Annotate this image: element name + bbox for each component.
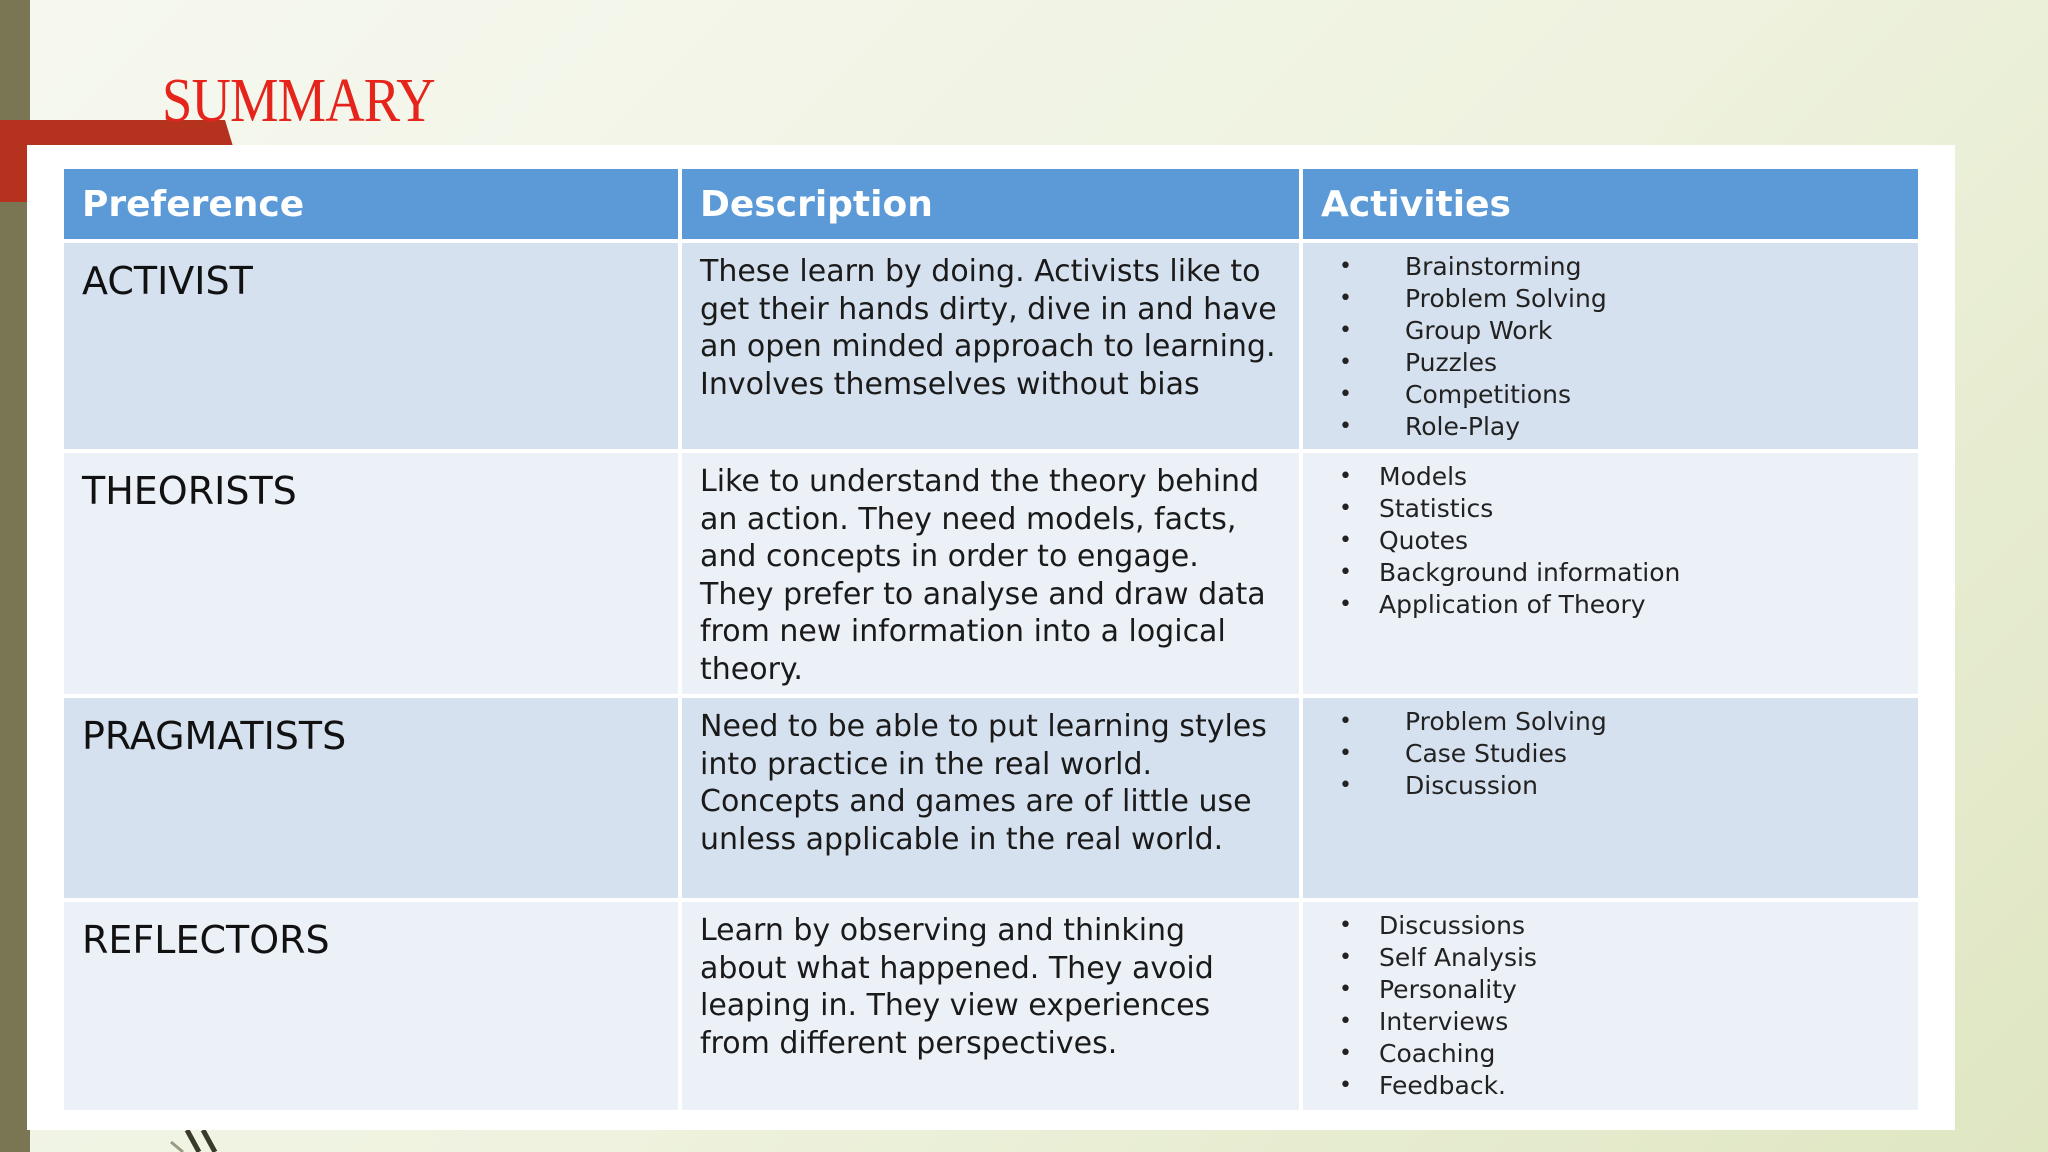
bullet-icon: • bbox=[1339, 773, 1352, 798]
bullet-icon: • bbox=[1339, 592, 1352, 617]
bullet-icon: • bbox=[1339, 1073, 1352, 1098]
activity-label: Models bbox=[1379, 462, 1468, 491]
activities-list bbox=[1321, 902, 1900, 1102]
preference-cell: ACTIVIST bbox=[64, 243, 678, 449]
bullet-icon: • bbox=[1339, 318, 1352, 343]
list-item bbox=[1339, 589, 1900, 621]
description-cell: These learn by doing. Activists like to get their hands dirty, dive in and have an open minded approach to learning. Involves themselves without bias bbox=[682, 243, 1299, 449]
preference-cell: PRAGMATISTS bbox=[64, 698, 678, 898]
preference-cell: THEORISTS bbox=[64, 453, 678, 694]
list-item bbox=[1339, 251, 1900, 283]
header-activities: Activities bbox=[1303, 169, 1918, 239]
summary-table-panel bbox=[27, 145, 1955, 1130]
list-item bbox=[1339, 942, 1900, 974]
header-description: Description bbox=[682, 169, 1299, 239]
list-item bbox=[1339, 525, 1900, 557]
activity-label: Background information bbox=[1379, 558, 1681, 587]
list-item bbox=[1339, 910, 1900, 942]
list-item bbox=[1339, 706, 1900, 738]
bullet-icon: • bbox=[1339, 464, 1352, 489]
list-item bbox=[1339, 379, 1900, 411]
list-item bbox=[1339, 770, 1900, 802]
slide-title: SUMMARY bbox=[162, 67, 435, 135]
activity-label: Case Studies bbox=[1405, 739, 1567, 768]
bullet-icon: • bbox=[1339, 382, 1352, 407]
bullet-icon: • bbox=[1339, 414, 1352, 439]
list-item bbox=[1339, 347, 1900, 379]
activities-cell bbox=[1303, 902, 1918, 1110]
list-item bbox=[1339, 493, 1900, 525]
description-cell: Need to be able to put learning styles into practice in the real world. Concepts and games are of little use unless applicable in the real world. bbox=[682, 698, 1299, 898]
bullet-icon: • bbox=[1339, 254, 1352, 279]
bullet-icon: • bbox=[1339, 913, 1352, 938]
activity-label: Interviews bbox=[1379, 1007, 1509, 1036]
bullet-icon: • bbox=[1339, 560, 1352, 585]
bullet-icon: • bbox=[1339, 350, 1352, 375]
activity-label: Group Work bbox=[1405, 316, 1553, 345]
preference-cell: REFLECTORS bbox=[64, 902, 678, 1110]
activity-label: Coaching bbox=[1379, 1039, 1496, 1068]
activities-list bbox=[1321, 243, 1900, 443]
activity-label: Discussions bbox=[1379, 911, 1525, 940]
list-item bbox=[1339, 557, 1900, 589]
bullet-icon: • bbox=[1339, 528, 1352, 553]
list-item bbox=[1339, 461, 1900, 493]
decorative-stripes bbox=[165, 1130, 255, 1152]
bullet-icon: • bbox=[1339, 945, 1352, 970]
activity-label: Statistics bbox=[1379, 494, 1494, 523]
list-item bbox=[1339, 283, 1900, 315]
activity-label: Feedback. bbox=[1379, 1071, 1507, 1100]
activities-list bbox=[1321, 453, 1900, 621]
list-item bbox=[1339, 411, 1900, 443]
activity-label: Role-Play bbox=[1405, 412, 1521, 441]
list-item bbox=[1339, 738, 1900, 770]
activity-label: Application of Theory bbox=[1379, 590, 1646, 619]
bullet-icon: • bbox=[1339, 1041, 1352, 1066]
bullet-icon: • bbox=[1339, 286, 1352, 311]
bullet-icon: • bbox=[1339, 741, 1352, 766]
list-item bbox=[1339, 315, 1900, 347]
activity-label: Competitions bbox=[1405, 380, 1572, 409]
description-cell: Like to understand the theory behind an action. They need models, facts, and concepts in order to engage. They prefer to analyse and draw data from new information into a logical theory. bbox=[682, 453, 1299, 694]
bullet-icon: • bbox=[1339, 709, 1352, 734]
list-item bbox=[1339, 1006, 1900, 1038]
bullet-icon: • bbox=[1339, 1009, 1352, 1034]
summary-table bbox=[64, 169, 1910, 1110]
list-item bbox=[1339, 1070, 1900, 1102]
activities-cell bbox=[1303, 243, 1918, 449]
activity-label: Puzzles bbox=[1405, 348, 1498, 377]
activity-label: Problem Solving bbox=[1405, 707, 1607, 736]
list-item bbox=[1339, 1038, 1900, 1070]
bullet-icon: • bbox=[1339, 496, 1352, 521]
activity-label: Personality bbox=[1379, 975, 1517, 1004]
activity-label: Brainstorming bbox=[1405, 252, 1582, 281]
activities-cell bbox=[1303, 698, 1918, 898]
description-cell: Learn by observing and thinking about what happened. They avoid leaping in. They view experiences from different perspectives. bbox=[682, 902, 1299, 1110]
list-item bbox=[1339, 974, 1900, 1006]
header-preference: Preference bbox=[64, 169, 678, 239]
activity-label: Self Analysis bbox=[1379, 943, 1537, 972]
activity-label: Problem Solving bbox=[1405, 284, 1607, 313]
activity-label: Discussion bbox=[1405, 771, 1538, 800]
bullet-icon: • bbox=[1339, 977, 1352, 1002]
activities-cell bbox=[1303, 453, 1918, 694]
activity-label: Quotes bbox=[1379, 526, 1469, 555]
activities-list bbox=[1321, 698, 1900, 802]
